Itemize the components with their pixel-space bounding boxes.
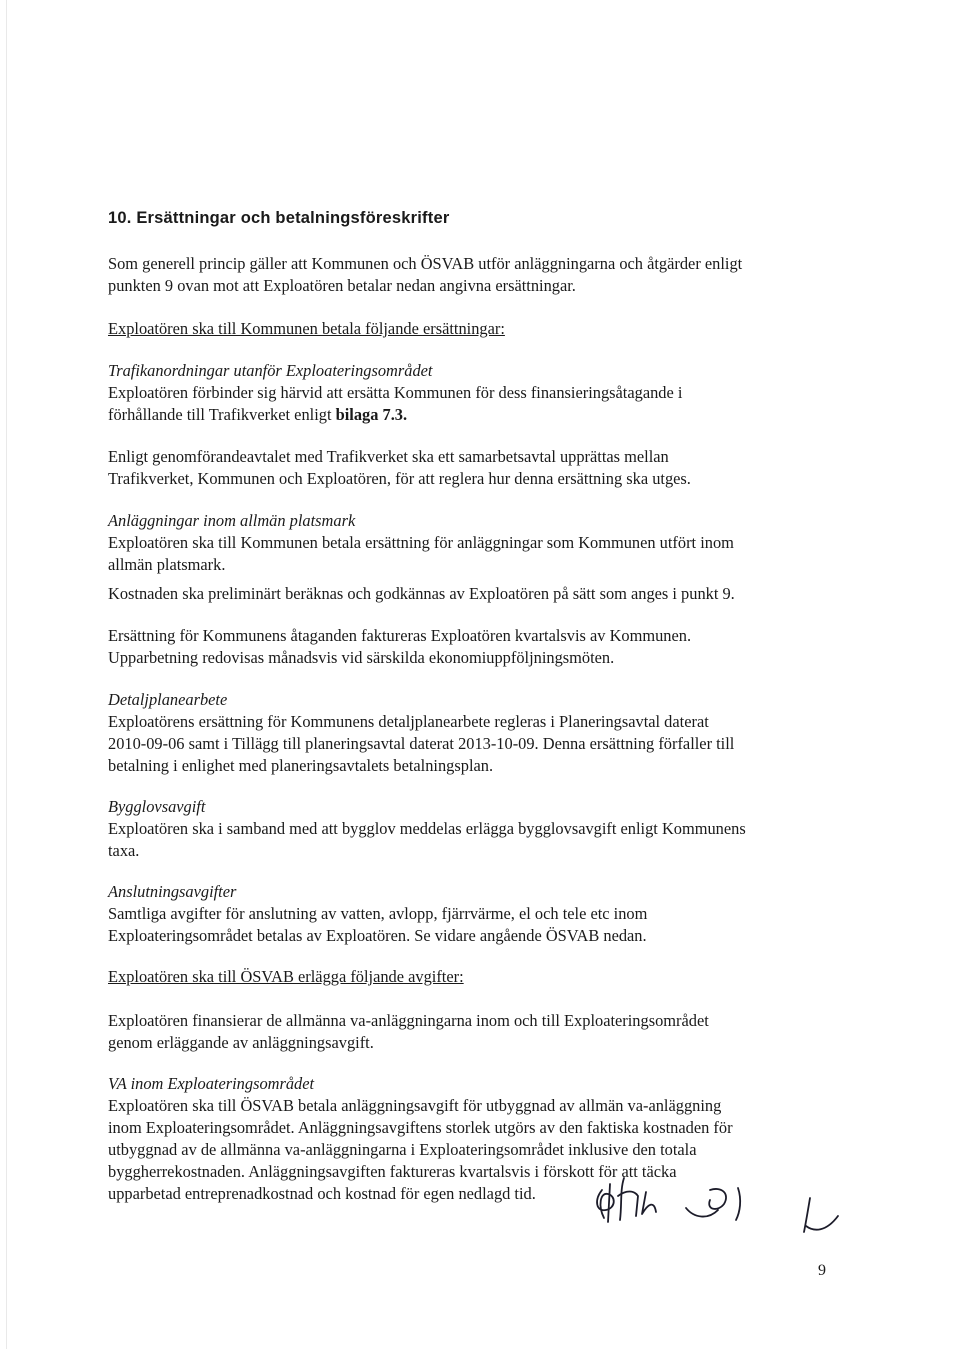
traffic-para2-line-2: Trafikverket, Kommunen och Exploatören, för att reglera hur denna ersättning ska utges.: [108, 469, 691, 488]
va-line-5: upparbetad entreprenadkostnad och kostnad för egen nedlagd tid.: [108, 1184, 536, 1203]
public-line-1: Exploatören ska till Kommunen betala ersättning för anläggningar som Kommunen utfört inom: [108, 533, 734, 552]
handwritten-initial-mark: [796, 1192, 846, 1240]
va-line-2: inom Exploateringsområdet. Anläggningsavgiftens storlek utgörs av den faktiska kostnaden för: [108, 1118, 733, 1137]
public-para3-line-1: Ersättning för Kommunens åtaganden faktureras Exploatören kvartalsvis av Kommunen.: [108, 626, 692, 645]
traffic-section: [108, 360, 828, 426]
scan-edge: [6, 0, 7, 1349]
detail-section: [108, 689, 828, 777]
osvab-intro: [108, 1010, 828, 1054]
traffic-para2-line-1: Enligt genomförandeavtalet med Trafikverket ska ett samarbetsavtal upprättas mellan: [108, 447, 669, 466]
building-section: [108, 796, 828, 862]
connection-line-1: Samtliga avgifter för anslutning av vatten, avlopp, fjärrvärme, el och tele etc inom: [108, 904, 648, 923]
public-section: [108, 510, 828, 576]
intro-line-2: punkten 9 ovan mot att Exploatören betalar nedan angivna ersättningar.: [108, 276, 576, 295]
public-paragraph-3: [108, 625, 828, 669]
connection-line-2: Exploateringsområdet betalas av Exploatören. Se vidare angående ÖSVAB nedan.: [108, 926, 647, 945]
building-line-1: Exploatören ska i samband med att bygglov meddelas erlägga bygglovsavgift enligt Kommunens: [108, 819, 746, 838]
detail-line-3: betalning i enlighet med planeringsavtalets betalningsplan.: [108, 756, 494, 775]
traffic-paragraph-2: [108, 446, 828, 490]
detail-title: Detaljplanearbete: [108, 690, 228, 709]
handwritten-initials-signature: [590, 1160, 760, 1230]
traffic-line-2: [108, 404, 828, 426]
detail-line-1: Exploatörens ersättning för Kommunens detaljplanearbete regleras i Planeringsavtal daterat: [108, 712, 709, 731]
public-paragraph-2: Kostnaden ska preliminärt beräknas och godkännas av Exploatören på sätt som anges i punkt 9.: [108, 584, 735, 603]
intro-line-1: Som generell princip gäller att Kommunen och ÖSVAB utför anläggningarna och åtgärder enligt: [108, 254, 743, 273]
traffic-line-1: Exploatören förbinder sig härvid att ersätta Kommunen för dess finansieringsåtagande i: [108, 383, 683, 402]
traffic-line-2-text: förhållande till Trafikverket enligt: [108, 405, 336, 424]
connection-title: Anslutningsavgifter: [108, 882, 237, 901]
public-title: Anläggningar inom allmän platsmark: [108, 511, 356, 530]
va-line-1: Exploatören ska till ÖSVAB betala anläggningsavgift för utbyggnad av allmän va-anläggning: [108, 1096, 722, 1115]
osvab-intro-line-1: Exploatören finansierar de allmänna va-anläggningarna inom och till Exploateringsområdet: [108, 1011, 709, 1030]
traffic-attachment-ref: bilaga 7.3.: [335, 405, 408, 424]
va-line-4: byggherrekostnaden. Anläggningsavgiften faktureras kvartalsvis i förskott för att täcka: [108, 1162, 677, 1181]
building-line-2: taxa.: [108, 841, 140, 860]
building-title: Bygglovsavgift: [108, 797, 206, 816]
subsection-heading-osvab: Exploatören ska till ÖSVAB erlägga följande avgifter:: [108, 967, 464, 986]
page-number: 9: [818, 1262, 826, 1279]
section-heading: 10. Ersättningar och betalningsföreskrifter: [108, 209, 450, 227]
osvab-intro-line-2: genom erläggande av anläggningsavgift.: [108, 1033, 374, 1052]
connection-section: [108, 881, 828, 947]
detail-line-2: 2010-09-06 samt i Tillägg till planeringsavtal daterat 2013-10-09. Denna ersättning förfaller till: [108, 734, 735, 753]
va-line-3: utbyggnad av de allmänna va-anläggningarna i Exploateringsområdet inklusive den totala: [108, 1140, 697, 1159]
traffic-title: Trafikanordningar utanför Exploateringsområdet: [108, 361, 433, 380]
public-line-2: allmän platsmark.: [108, 555, 226, 574]
intro-paragraph: [108, 253, 828, 297]
va-title: VA inom Exploateringsområdet: [108, 1074, 315, 1093]
subsection-heading-kommunen: Exploatören ska till Kommunen betala följande ersättningar:: [108, 319, 505, 338]
public-para3-line-2: Upparbetning redovisas månadsvis vid särskilda ekonomiuppföljningsmöten.: [108, 648, 615, 667]
